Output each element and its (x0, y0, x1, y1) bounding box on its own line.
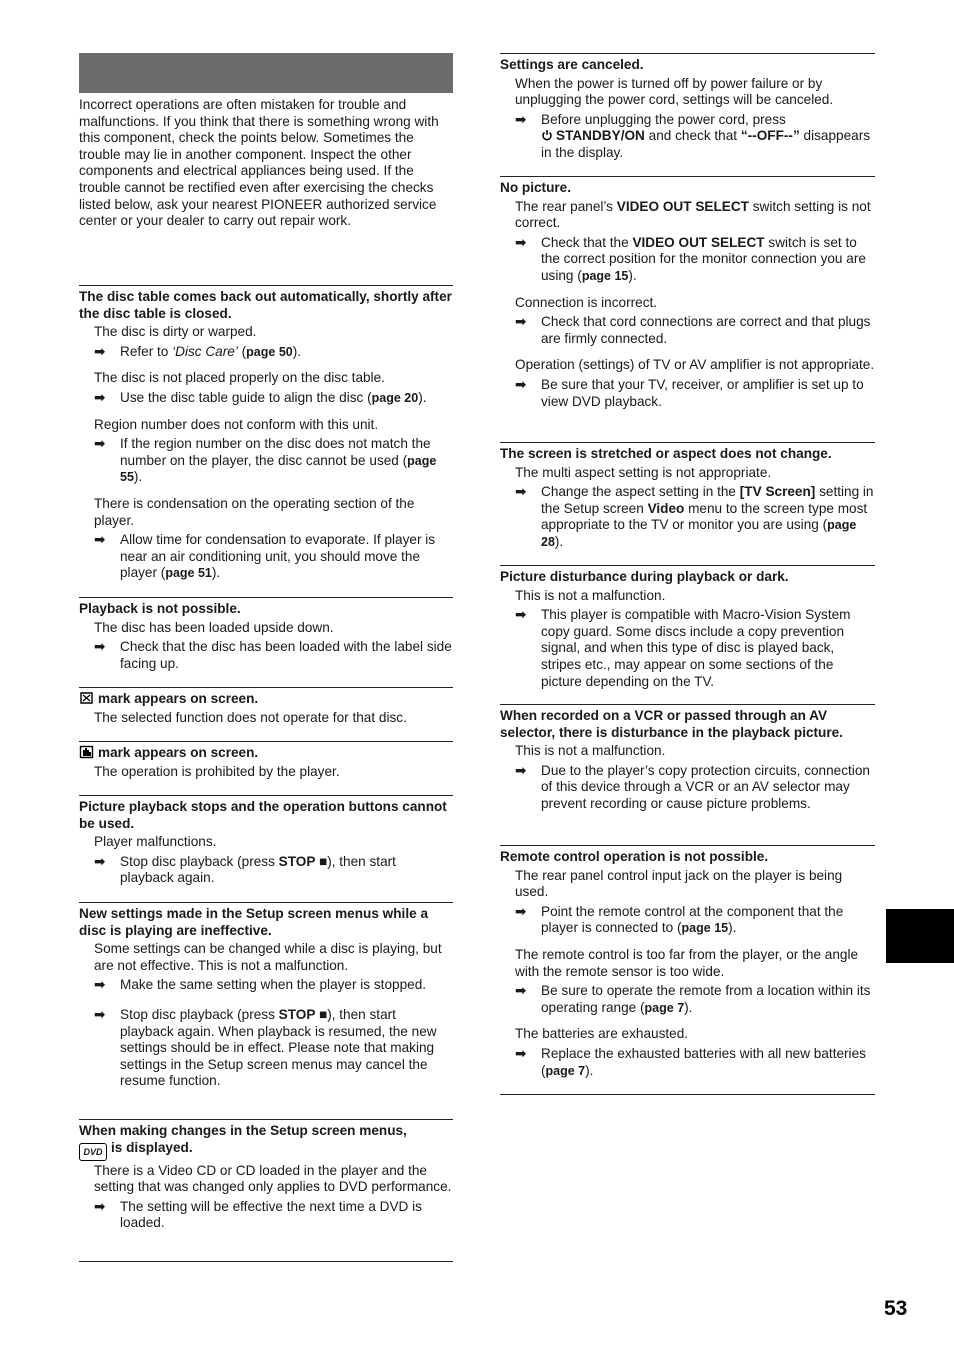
arrow-right-icon: ➡ (94, 389, 106, 405)
issue-disc-table-ejects (79, 285, 453, 582)
page-reference[interactable]: page 51 (165, 566, 212, 581)
arrow-right-icon: ➡ (515, 484, 527, 500)
remedy-text: ➡ If the region number on the disc does not match the number on the player, the disc cannot be used (page 55). (94, 436, 437, 485)
remedy-text: ➡ Before unplugging the power cord, press STANDBY/ON and check that “--OFF--” disappears in the display. (515, 111, 871, 160)
remedy-text: ➡ Check that the disc has been loaded with the label side facing up. (94, 639, 452, 671)
arrow-right-icon: ➡ (94, 532, 106, 548)
remedy-text: ➡ Replace the exhausted batteries with all new batteries (page 7). (515, 1045, 866, 1078)
issue-new-settings-ineffective (79, 902, 453, 1090)
issue-title: The screen is stretched or aspect does not change. (500, 446, 832, 461)
cause-text: The disc is dirty or warped. (94, 324, 257, 340)
remedy-text: ➡ Change the aspect setting in the [TV Screen] setting in the Setup screen Video menu to the screen type most appropriate to the TV or monitor you are using (page 28). (515, 484, 874, 549)
arrow-right-icon: ➡ (515, 607, 527, 623)
remedy-text: ➡ Refer to ‘Disc Care’ (page 50). (94, 343, 302, 359)
cause-text: The remote control is too far from the player, or the angle with the remote sensor is too wide. (515, 946, 859, 979)
arrow-right-icon: ➡ (94, 1006, 106, 1022)
issue-title: Picture disturbance during playback or dark. (500, 569, 789, 584)
issue-dvd-icon-displayed (79, 1119, 453, 1262)
arrow-right-icon: ➡ (94, 436, 106, 452)
dvd-icon: DVD (79, 1143, 107, 1161)
cause-text: Connection is incorrect. (515, 294, 658, 310)
cause-text: Region number does not conform with this unit. (94, 416, 379, 432)
standby-power-icon (541, 128, 553, 142)
remedy-text: ➡ Due to the player’s copy protection circuits, connection of this device through a VCR or an AV selector may prevent recording or cause picture problems. (515, 762, 870, 811)
issue-settings-canceled (500, 53, 875, 162)
page-reference[interactable]: page 28 (541, 518, 857, 549)
arrow-right-icon: ➡ (94, 853, 106, 869)
cause-text: The batteries are exhausted. (515, 1026, 689, 1042)
issue-playback-not-possible (79, 597, 453, 672)
arrow-right-icon: ➡ (515, 234, 527, 250)
arrow-right-icon: ➡ (515, 314, 527, 330)
page-reference[interactable]: page 55 (120, 453, 437, 485)
cause-text: There is a Video CD or CD loaded in the player and the setting that was changed only applies to DVD performance. (94, 1162, 452, 1195)
issue-title: Playback is not possible. (79, 601, 241, 616)
arrow-right-icon: ➡ (515, 376, 527, 392)
issue-title: New settings made in the Setup screen menus while a disc is playing are ineffective. (79, 906, 429, 938)
issue-prohibited-mark (79, 741, 453, 780)
arrow-right-icon: ➡ (515, 762, 527, 778)
remedy-text: ➡ Stop disc playback (press STOP ■), then start playback again. When playback is resumed, the new settings should be in effect. Please note that making settings in the Setup screen menus may cancel the resume function. (94, 1006, 437, 1089)
cause-text: The rear panel’s VIDEO OUT SELECT switch setting is not correct. (515, 198, 871, 231)
arrow-right-icon: ➡ (94, 343, 106, 359)
cause-text: The disc is not placed properly on the disc table. (94, 370, 385, 386)
remedy-text: ➡ The setting will be effective the next time a DVD is loaded. (94, 1198, 422, 1231)
remedy-text: ➡ Be sure to operate the remote from a location within its operating range (page 7). (515, 983, 871, 1015)
issue-title: When making changes in the Setup screen menus, DVD is displayed. (79, 1123, 453, 1161)
cause-text: The rear panel control input jack on the player is being used. (515, 867, 843, 900)
issue-title: The disc table comes back out automatically, shortly after the disc table is closed. (79, 289, 452, 321)
remedy-text: ➡ Use the disc table guide to align the disc (page 20). (94, 389, 427, 405)
issue-vcr-disturbance (500, 704, 875, 813)
page-number: 53 (884, 1297, 908, 1320)
arrow-right-icon: ➡ (515, 903, 527, 919)
remedy-text: ➡ Check that cord connections are correct and that plugs are firmly connected. (515, 314, 871, 346)
remedy-text: ➡ This player is compatible with Macro-Vision System copy guard. Some discs include a copy prevention signal, and when this type of disc is played back, stripes etc., may appear on some sections of the picture depending on the TV. (515, 607, 851, 689)
cause-text: Some settings can be changed while a disc is playing, but are not effective. This is not a malfunction. (94, 941, 442, 973)
issue-invalid-disc-mark (79, 687, 453, 726)
issue-title: No picture. (500, 180, 571, 195)
issue-title: Settings are canceled. (500, 57, 644, 72)
issue-title: mark appears on screen. (79, 691, 453, 708)
remedy-text: ➡ Be sure that your TV, receiver, or amplifier is set up to view DVD playback. (515, 376, 864, 409)
cause-text: When the power is turned off by power failure or by unplugging the power cord, settings will be canceled. (515, 75, 834, 108)
arrow-right-icon: ➡ (94, 1198, 106, 1214)
arrow-right-icon: ➡ (94, 977, 106, 993)
arrow-right-icon: ➡ (515, 111, 527, 127)
cause-text: This is not a malfunction. (515, 587, 666, 603)
arrow-right-icon: ➡ (94, 639, 106, 655)
cause-text: The selected function does not operate for that disc. (94, 709, 407, 725)
arrow-right-icon: ➡ (515, 983, 527, 999)
page-reference[interactable]: page 15 (681, 921, 729, 936)
page-reference[interactable]: page 50 (246, 344, 293, 359)
cause-text: There is condensation on the operating section of the player. (94, 495, 415, 528)
prohibited-hand-icon (79, 745, 94, 759)
remedy-text: ➡ Check that the VIDEO OUT SELECT switch is set to the correct position for the monitor connection you are using (page 15). (515, 234, 866, 283)
issue-title: Remote control operation is not possible. (500, 849, 769, 864)
page-reference[interactable]: page 15 (581, 268, 629, 283)
issue-title: Picture playback stops and the operation buttons cannot be used. (79, 799, 447, 831)
cause-text: Player malfunctions. (94, 834, 217, 850)
intro-paragraph: Incorrect operations are often mistaken for trouble and malfunctions. If you think that there is something wrong with this component, check the points below. Sometimes the trouble may lie in another component. Inspect the other components and electrical appliances being used. If the trouble cannot be rectified even after exercising the checks listed below, ask your nearest PIONEER authorized service center or your dealer to carry out repair work. (79, 97, 439, 229)
cause-text: The disc has been loaded upside down. (94, 619, 334, 635)
cause-text: Operation (settings) of TV or AV amplifier is not appropriate. (515, 357, 875, 373)
arrow-right-icon: ➡ (515, 1045, 527, 1061)
page-reference[interactable]: page 7 (644, 1000, 685, 1015)
cause-text: This is not a malfunction. (515, 743, 666, 759)
section-header-bar (79, 53, 453, 93)
remedy-text: ➡ Make the same setting when the player is stopped. (94, 977, 427, 993)
issue-screen-stretched (500, 442, 875, 551)
page-reference[interactable]: page 20 (371, 390, 419, 405)
issue-no-picture (500, 176, 875, 410)
issue-playback-stops (79, 795, 453, 887)
remedy-text: ➡ Point the remote control at the component that the player is connected to (page 15). (515, 903, 844, 936)
cause-text: The operation is prohibited by the player. (94, 763, 340, 779)
issue-title: When recorded on a VCR or passed through an AV selector, there is disturbance in the playback picture. (500, 708, 843, 740)
page-reference[interactable]: page 7 (545, 1063, 586, 1078)
remedy-text: ➡ Stop disc playback (press STOP ■), then start playback again. (94, 853, 396, 886)
cause-text: The multi aspect setting is not appropriate. (515, 464, 772, 480)
issue-remote-not-working (500, 845, 875, 1095)
issue-title: mark appears on screen. (79, 745, 453, 762)
chapter-side-tab (886, 909, 954, 963)
prohibited-disc-icon (79, 691, 94, 705)
issue-picture-disturbance (500, 565, 875, 690)
remedy-text: ➡ Allow time for condensation to evaporate. If player is near an air conditioning unit, you should move the player (page 51). (94, 532, 436, 581)
